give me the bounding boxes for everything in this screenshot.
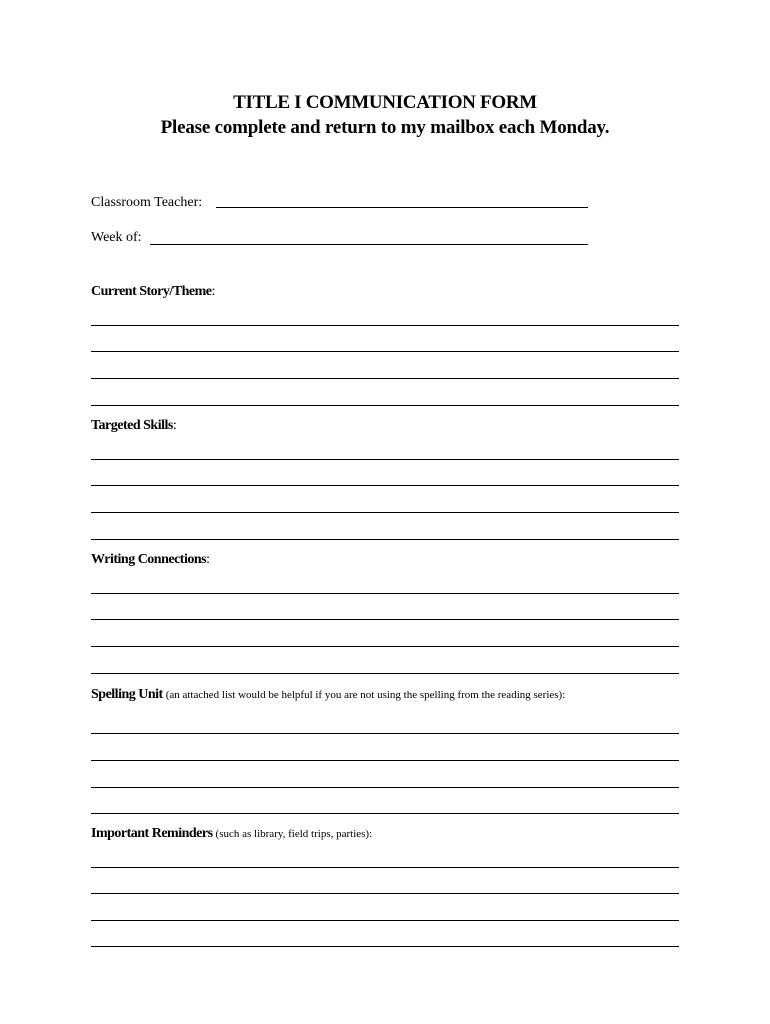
spelling-unit-line-2[interactable] — [91, 760, 679, 761]
story-theme-line-4[interactable] — [91, 405, 679, 406]
targeted-skills-line-2[interactable] — [91, 485, 679, 486]
story-theme-line-1[interactable] — [91, 325, 679, 326]
targeted-skills-line-4[interactable] — [91, 539, 679, 540]
week-of-field[interactable] — [150, 244, 588, 245]
targeted-skills-heading: Targeted Skills: — [91, 418, 177, 433]
writing-connections-line-4[interactable] — [91, 673, 679, 674]
writing-connections-heading: Writing Connections: — [91, 552, 210, 567]
story-theme-line-2[interactable] — [91, 351, 679, 352]
spelling-unit-line-3[interactable] — [91, 787, 679, 788]
form-instructions: Please complete and return to my mailbox each Monday. — [160, 117, 610, 138]
important-reminders-line-3[interactable] — [91, 920, 679, 921]
important-reminders-line-1[interactable] — [91, 867, 679, 868]
week-of-label: Week of: — [91, 230, 142, 245]
classroom-teacher-field[interactable] — [216, 207, 588, 208]
current-story-theme-heading: Current Story/Theme: — [91, 284, 216, 299]
spelling-unit-note: (an attached list would be helpful if you are not using the spelling from the reading series): — [165, 689, 566, 701]
spelling-unit-heading: Spelling Unit (an attached list would be helpful if you are not using the spelling from the reading series): — [91, 687, 566, 702]
important-reminders-line-4[interactable] — [91, 946, 679, 947]
important-reminders-heading: Important Reminders (such as library, field trips, parties): — [91, 826, 373, 841]
form-title: TITLE I COMMUNICATION FORM — [233, 92, 537, 113]
spelling-unit-line-1[interactable] — [91, 733, 679, 734]
classroom-teacher-label: Classroom Teacher: — [91, 195, 203, 210]
writing-connections-line-2[interactable] — [91, 619, 679, 620]
spelling-unit-line-4[interactable] — [91, 813, 679, 814]
writing-connections-line-3[interactable] — [91, 646, 679, 647]
targeted-skills-line-3[interactable] — [91, 512, 679, 513]
writing-connections-line-1[interactable] — [91, 593, 679, 594]
important-reminders-note: (such as library, field trips, parties): — [215, 828, 373, 840]
story-theme-line-3[interactable] — [91, 378, 679, 379]
targeted-skills-line-1[interactable] — [91, 459, 679, 460]
important-reminders-line-2[interactable] — [91, 893, 679, 894]
